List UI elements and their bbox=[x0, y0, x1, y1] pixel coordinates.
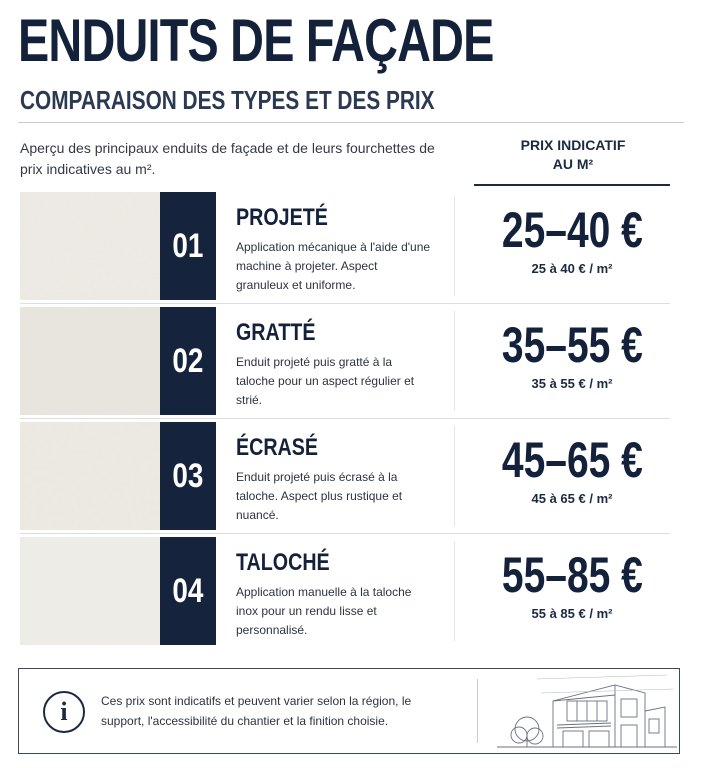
item-number-badge: 04 bbox=[160, 537, 216, 645]
item-price-detail: 25 à 40 € / m² bbox=[531, 261, 613, 276]
enduit-row-gratte bbox=[20, 307, 670, 415]
item-price-range: 35–55 € bbox=[501, 317, 643, 373]
ecrase-texture bbox=[20, 422, 160, 530]
enduit-row-projete bbox=[20, 192, 670, 300]
gratte-texture bbox=[20, 307, 160, 415]
item-price-range: 55–85 € bbox=[501, 547, 643, 603]
item-number-badge: 03 bbox=[160, 422, 216, 530]
row-separator bbox=[454, 311, 455, 411]
item-description: Enduit projeté puis gratté à la taloche pour un aspect régulier et strié. bbox=[236, 355, 415, 407]
item-price-detail: 45 à 65 € / m² bbox=[531, 491, 613, 506]
item-description: Application mécanique à l'aide d'une machine à projeter. Aspect granuleux et uniforme. bbox=[236, 240, 431, 292]
price-header-underline bbox=[474, 184, 670, 186]
enduit-row-ecrase bbox=[20, 422, 670, 530]
house-sketch-icon bbox=[497, 671, 677, 753]
row-separator bbox=[454, 541, 455, 641]
header-divider bbox=[18, 122, 684, 123]
price-header-line1: PRIX INDICATIF bbox=[520, 137, 626, 153]
item-name: ÉCRASÉ bbox=[236, 434, 319, 461]
item-price-detail: 35 à 55 € / m² bbox=[531, 376, 613, 391]
row-divider bbox=[20, 303, 670, 304]
projete-texture bbox=[20, 192, 160, 300]
item-number-badge: 01 bbox=[160, 192, 216, 300]
intro-text: Aperçu des principaux enduits de façade et de leurs fourchettes de prix indicatives au m². bbox=[20, 140, 435, 177]
page-title: ENDUITS DE FAÇADE bbox=[18, 7, 494, 74]
item-description: Application manuelle à la taloche inox pour un rendu lisse et personnalisé. bbox=[236, 585, 412, 637]
row-separator bbox=[454, 426, 455, 526]
row-divider bbox=[20, 418, 670, 419]
row-divider bbox=[20, 533, 670, 534]
disclaimer-text: Ces prix sont indicatifs et peuvent varier selon la région, le support, l'accessibilité du chantier et la finition choisie. bbox=[101, 694, 412, 728]
item-description: Enduit projeté puis écrasé à la taloche. Aspect plus rustique et nuancé. bbox=[236, 470, 403, 522]
item-number-badge: 02 bbox=[160, 307, 216, 415]
item-price-range: 25–40 € bbox=[501, 202, 643, 258]
taloche-texture bbox=[20, 537, 160, 645]
item-name: GRATTÉ bbox=[236, 319, 316, 346]
item-name: PROJETÉ bbox=[236, 204, 328, 231]
footer-separator bbox=[477, 679, 478, 743]
enduit-row-taloche bbox=[20, 537, 670, 645]
item-price-range: 45–65 € bbox=[501, 432, 643, 488]
item-name: TALOCHÉ bbox=[236, 549, 330, 576]
page-subtitle: COMPARAISON DES TYPES ET DES PRIX bbox=[20, 85, 435, 115]
info-icon: i bbox=[43, 691, 85, 733]
price-column-header bbox=[476, 136, 670, 174]
item-price-detail: 55 à 85 € / m² bbox=[531, 606, 613, 621]
disclaimer-box bbox=[18, 668, 680, 754]
row-separator bbox=[454, 196, 455, 296]
price-header-line2: AU M² bbox=[552, 156, 594, 172]
